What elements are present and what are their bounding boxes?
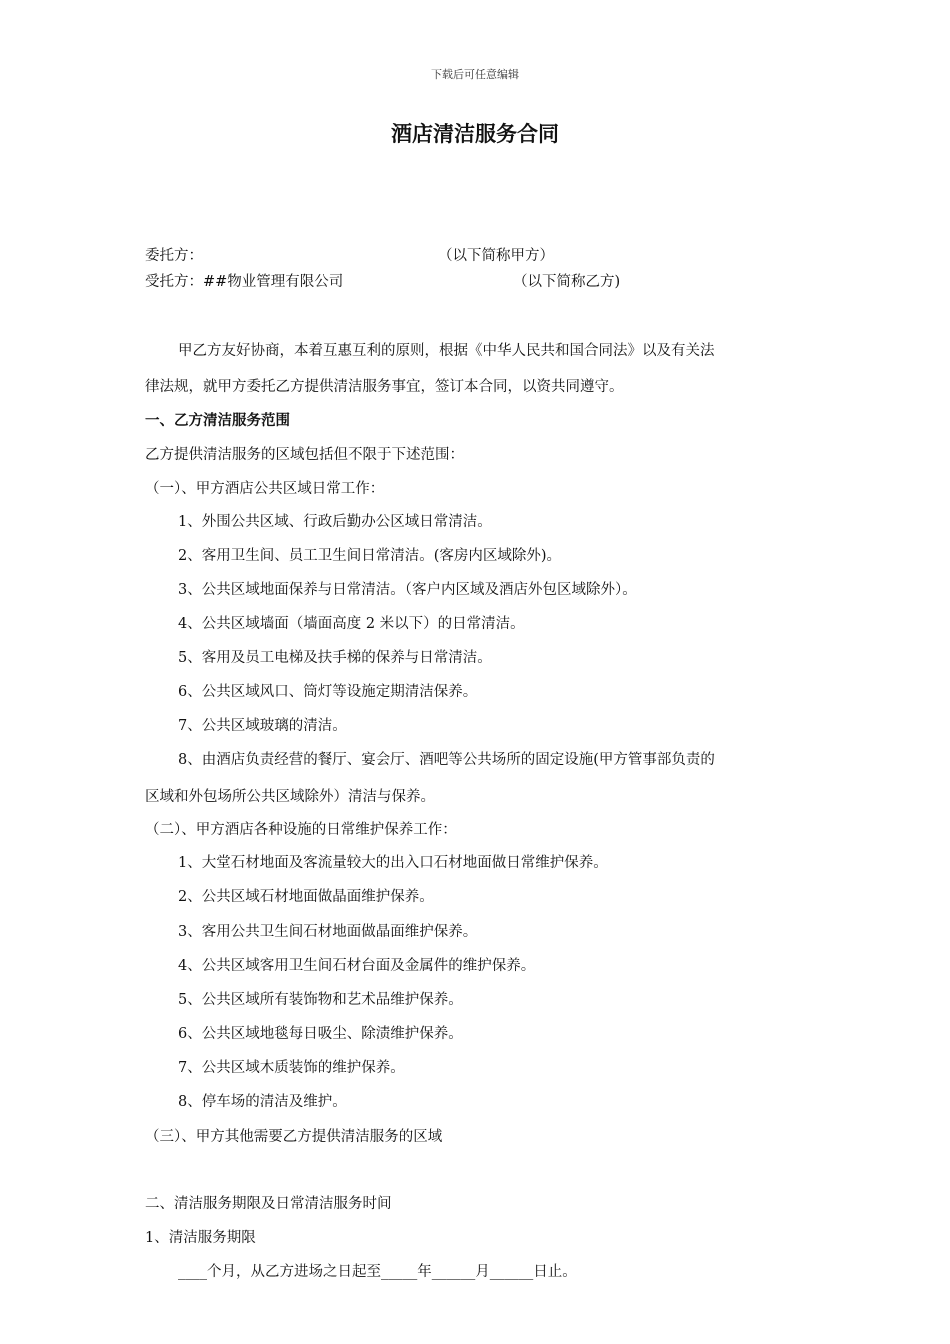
list-item: 8、停车场的清洁及维护。 bbox=[178, 1094, 347, 1110]
list-item-continuation: 区域和外包场所公共区域除外）清洁与保养。 bbox=[145, 789, 435, 805]
list-item: 3、客用公共卫生间石材地面做晶面维护保养。 bbox=[178, 924, 478, 940]
list-item: 3、公共区域地面保养与日常清洁。（客户内区域及酒店外包区域除外）。 bbox=[178, 582, 637, 598]
intro-line-1: 甲乙方友好协商，本着互惠互利的原则，根据《中华人民共和国合同法》以及有关法 bbox=[178, 343, 715, 359]
section-2-heading: 二、清洁服务期限及日常清洁服务时间 bbox=[145, 1196, 392, 1212]
client-alias: （以下简称甲方） bbox=[438, 248, 554, 264]
list-item: 4、公共区域墙面（墙面高度 2 米以下）的日常清洁。 bbox=[178, 616, 525, 632]
list-item: 5、公共区域所有装饰物和艺术品维护保养。 bbox=[178, 992, 463, 1008]
list-item: 6、公共区域风口、筒灯等设施定期清洁保养。 bbox=[178, 684, 478, 700]
header-note: 下载后可任意编辑 bbox=[431, 68, 519, 81]
list-item: 1、大堂石材地面及客流量较大的出入口石材地面做日常维护保养。 bbox=[178, 855, 608, 871]
list-item: 8、由酒店负责经营的餐厅、宴会厅、酒吧等公共场所的固定设施(甲方管事部负责的 bbox=[178, 752, 715, 768]
contractor-alias: （以下简称乙方) bbox=[513, 274, 621, 290]
list-item: 6、公共区域地毯每日吸尘、除渍维护保养。 bbox=[178, 1026, 463, 1042]
list-item: 2、公共区域石材地面做晶面维护保养。 bbox=[178, 889, 434, 905]
term-line: ____个月，从乙方进场之日起至_____年______月______日止。 bbox=[178, 1264, 577, 1280]
subsection-1-heading: （一）、甲方酒店公共区域日常工作： bbox=[145, 481, 385, 497]
subsection-2-heading: （二）、甲方酒店各种设施的日常维护保养工作： bbox=[145, 822, 457, 838]
section-2-subheading: 1、清洁服务期限 bbox=[145, 1230, 256, 1246]
list-item: 5、客用及员工电梯及扶手梯的保养与日常清洁。 bbox=[178, 650, 492, 666]
list-item: 1、外围公共区域、行政后勤办公区域日常清洁。 bbox=[178, 514, 492, 530]
list-item: 2、客用卫生间、员工卫生间日常清洁。(客房内区域除外)。 bbox=[178, 548, 562, 564]
subsection-3-heading: （三）、甲方其他需要乙方提供清洁服务的区域 bbox=[145, 1129, 443, 1145]
list-item: 7、公共区域玻璃的清洁。 bbox=[178, 718, 347, 734]
document-title: 酒店清洁服务合同 bbox=[391, 121, 559, 146]
contractor-label: 受托方：##物业管理有限公司 bbox=[145, 274, 344, 290]
section-1-intro: 乙方提供清洁服务的区域包括但不限于下述范围： bbox=[145, 447, 464, 463]
client-label: 委托方： bbox=[145, 248, 203, 264]
intro-line-2: 律法规，就甲方委托乙方提供清洁服务事宜，签订本合同，以资共同遵守。 bbox=[145, 379, 624, 395]
list-item: 4、公共区域客用卫生间石材台面及金属件的维护保养。 bbox=[178, 958, 536, 974]
section-1-heading: 一、乙方清洁服务范围 bbox=[145, 412, 290, 429]
list-item: 7、公共区域木质装饰的维护保养。 bbox=[178, 1060, 405, 1076]
